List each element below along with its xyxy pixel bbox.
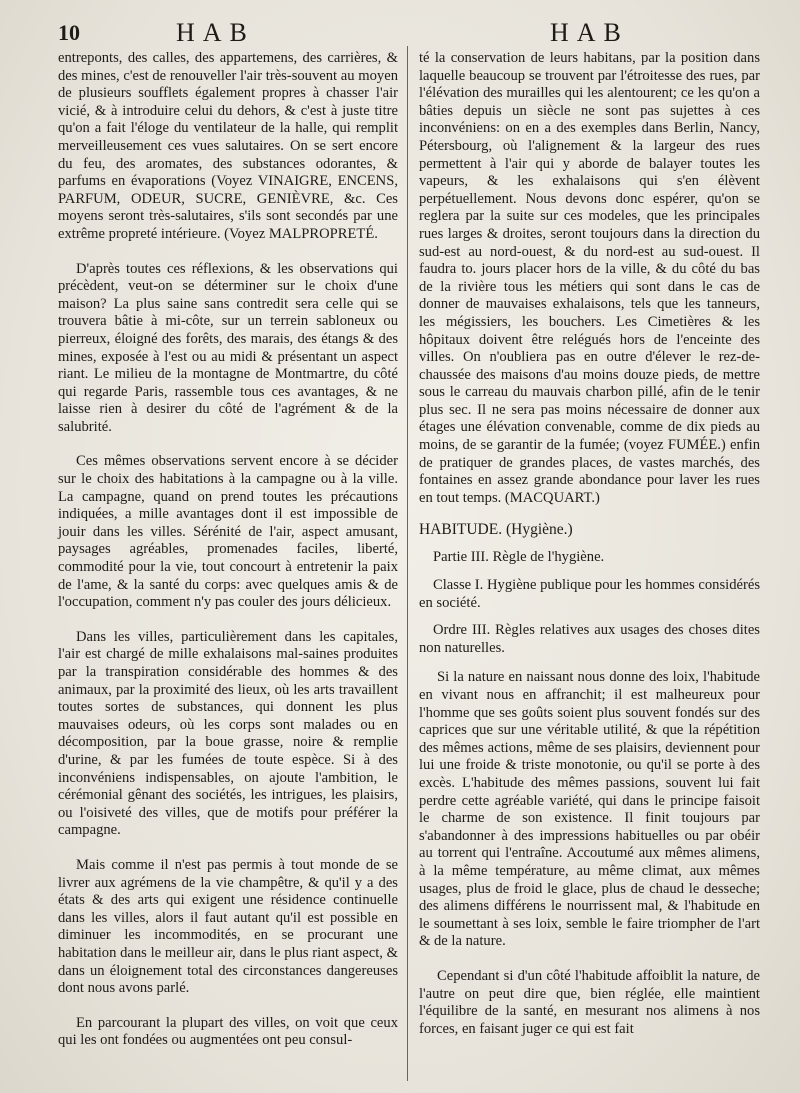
column-divider: [407, 46, 408, 1081]
paragraph: Ces mêmes observations servent encore à se décider sur le choix des habitations à la campagne ou à la ville. La campagne, quand on prend toutes les précautions indiquées, a mille avantages dont il est impossible de jouir dans les villes. Sérénité de l'air, aspect amusant, paysages agréables, promenades faciles, liberté, commodité pour la vie, tout concourt à entretenir la paix de l'ame, & la santé du corps: avec quelques amis & de l'occupation, comment n'y pas couler des jours délicieux.: [58, 453, 398, 611]
page-header: [58, 18, 758, 48]
paragraph: Mais comme il n'est pas permis à tout monde de se livrer aux agrémens de la vie champêtre, & qu'il y a des états & des arts qui exigent une résidence continuelle dans les villes, alors il faut autant qu'il est possible en diminuer les incommodités, en se procurant une habitation dans le meilleur air, dans le plus riant aspect, & dans un éloignement total des circonstances dangereuses dont nous avons parlé.: [58, 856, 398, 997]
running-head-left: HAB: [176, 18, 255, 47]
entry-title: HABITUDE. (Hygiène.): [419, 521, 573, 539]
entry-order: Ordre III. Règles relatives aux usages des choses dites non naturelles.: [419, 622, 760, 656]
right-column: [419, 50, 760, 1038]
paragraph: té la conservation de leurs habitans, par la position dans laquelle beaucoup se trouvent par l'étroitesse des rues, par l'élévation des murailles qui les alentourent; ce les qu'on a bâties depuis un siècle ne sont pas sujettes à ces inconvéniens: on en a des exemples dans Berlin, Nancy, Pétersbourg, où l'alignement & la largeur des rues permettent à l'air qui y aborde de balayer toutes les vapeurs, & les exhalaisons qui s'en élèvent perpétuellement. Nous devons donc espérer, qu'on se reglera par la suite sur ces modeles, que les principales rues larges & droites, seront toujours dans la direction du sud-est au nord-ouest, & du nord-est au sud-ouest. Il faudra to. jours placer hors de la ville, & du côté du bas de la rivière tous les métiers qui sont dans le cas de donner de mauvaises exhalaisons, tels que les tanneurs, les mégissiers, les bouchers. Les Cimetières & les hôpitaux doivent être relégués hors de l'enceinte des villes. On n'oubliera pas en outre d'élever le rez-de-chaussée des maisons d'au moins douze pieds, de mettre sous le carreau du mauvais charbon pillé, afin de le tenir plus sec. Il ne sera pas moins nécessaire de donner aux étages une élévation convenable, comme de dix pieds au moins, de se garantir de la fumée; (voyez FUMÉE.) enfin de pratiquer de grandes places, de vastes marchés, des fontaines en assez grande abondance pour laver les rues en tout temps. (MACQUART.): [419, 50, 760, 506]
entry-part: Partie III. Règle de l'hygiène.: [433, 549, 605, 566]
paragraph: En parcourant la plupart des villes, on voit que ceux qui les ont fondées ou augmentées ont peu consul-: [58, 1014, 398, 1049]
page-number: 10: [58, 20, 80, 45]
running-head-right: HAB: [550, 18, 629, 47]
paragraph: D'après toutes ces réflexions, & les observations qui précèdent, veut-on se déterminer sur le choix d'une maison? La plus saine sans contredit sera celle qui se trouvera bâtie à mi-côte, sur un terrein sabloneux ou pierreux, éloigné des forêts, des marais, des étangs & des mines, exposée à l'est ou au midi & présentant un aspect riant. Le milieu de la montagne de Montmartre, du côté qui regarde Paris, rassemble tous ces avantages, & ne laisse rien à desirer du côté de l'agrément & de la salubrité.: [58, 260, 398, 435]
paragraph: Si la nature en naissant nous donne des loix, l'habitude en vivant nous en affranchit; il est malheureux pour l'homme que ses goûts soient plus souvent fondés sur des caprices que sur une véritable utilité, & que la répétition des mêmes actions, même de ses plaisirs, deviennent pour lui une froide & triste monotonie, ou qu'il se porte à des excès. L'habitude des mêmes passions, souvent lui fait perdre cette agréable variété, qui dans le principe faisoit le charme de son existence. Il finit toujours par s'abandonner à des impressions habituelles ou par obéir au torrent qui l'entraîne. Accoutumé aux mêmes alimens, à la même température, au même climat, aux mêmes usages, plus de froid le glace, plus de chaud le desseche; des alimens différens le nourrissent mal, & l'habitude en le soumettant à ses loix, semble le faire triompher de l'art & de la nature.: [419, 669, 760, 950]
paragraph: Dans les villes, particulièrement dans les capitales, l'air est chargé de mille exhalaisons mal-saines produites par la transpiration considérable des hommes & des animaux, par la proximité des lieux, où les arts travaillent toutes sortes de substances, qui donnent les plus mauvaises odeurs, où les corps sont malades ou en décomposition, par la boue grasse, noire & remplie d'urine, & par les fumées de toute espèce. Si à des inconvéniens indispensables, on ajoute l'ambition, le cérémonial gênant des sociétés, les intrigues, les plaisirs, ou l'oisiveté des villes, que de motifs pour préférer la campagne.: [58, 628, 398, 839]
paragraph: entreponts, des calles, des appartemens, des carrières, & des mines, c'est de renouveller l'air très-souvent au moyen de plusieurs soufflets également propres à chasser l'air vicié, & à introduire celui du dehors, & c'est à juste titre qu'on a fait l'éloge du ventilateur de la halle, qui remplit merveilleusement ces vues salutaires. On se sert encore du feu, des aromates, des substances odorantes, & parfums en évaporations (Voyez VINAIGRE, ENCENS, PARFUM, ODEUR, SUCRE, GENIÈVRE, &c. Ces moyens seront très-salutaires, s'ils sont secondés par une extrême propreté intérieure. (Voyez MALPROPRETÉ.: [58, 50, 398, 242]
left-column: [58, 50, 398, 1050]
entry-class: Classe I. Hygiène publique pour les hommes considérés en société.: [419, 577, 760, 611]
paragraph: Cependant si d'un côté l'habitude affoiblit la nature, de l'autre on peut dire que, bien réglée, elle maintient l'équilibre de la santé, en mesurant nos alimens à nos forces, en faisant juger ce qui est fait: [419, 967, 760, 1037]
